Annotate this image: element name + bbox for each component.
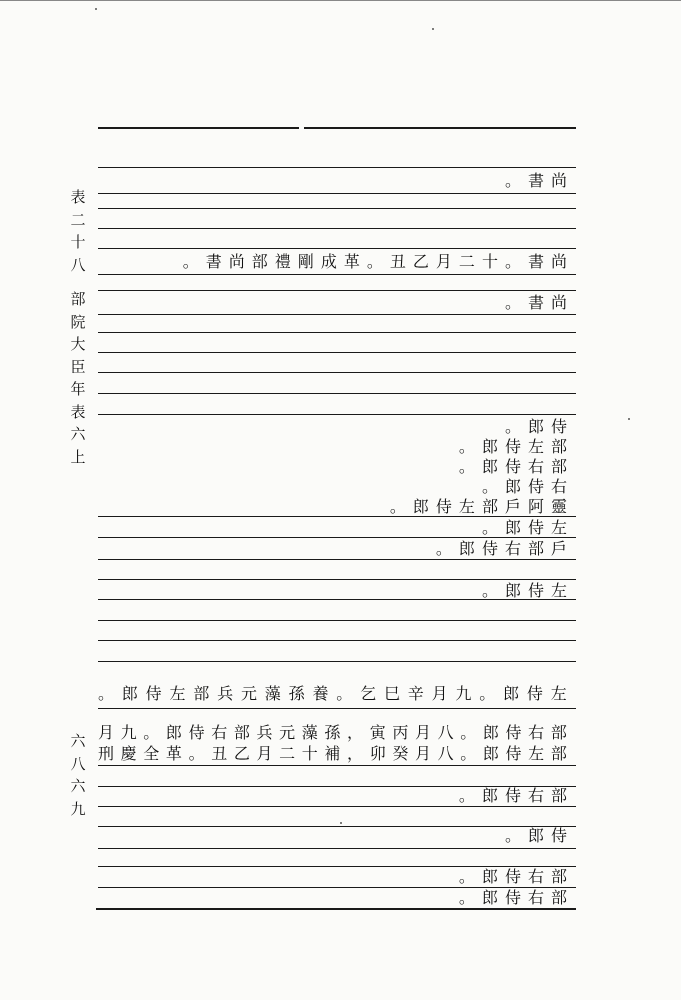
row-char: 尚 xyxy=(550,171,567,190)
row-char: 。 xyxy=(366,252,383,271)
row-char: 成 xyxy=(320,252,337,271)
rule-line xyxy=(98,393,576,394)
row-char: 尚 xyxy=(550,252,567,271)
row-char: 侍 xyxy=(504,437,521,456)
row-char: 郎 xyxy=(503,684,520,703)
row-char: 禮 xyxy=(274,252,291,271)
row-char: 郎 xyxy=(481,786,498,805)
row-char: 。 xyxy=(435,539,452,558)
table-row xyxy=(436,538,567,560)
rule-line xyxy=(98,127,299,129)
row-char: 。 xyxy=(182,252,199,271)
row-char: 。 xyxy=(481,581,498,600)
row-char: 養 xyxy=(312,684,329,703)
row-char: 部 xyxy=(550,457,567,476)
rule-line xyxy=(98,640,576,641)
row-char: 。 xyxy=(458,437,475,456)
row-char: 巳 xyxy=(383,684,400,703)
row-char: 侍 xyxy=(505,723,522,742)
row-char: 侍 xyxy=(435,497,452,516)
row-char: 。 xyxy=(504,417,521,436)
row-char: 月 xyxy=(431,684,448,703)
row-char: 左 xyxy=(458,497,475,516)
row-char: 部 xyxy=(550,744,567,763)
row-char: 慶 xyxy=(120,744,137,763)
row-char: 月 xyxy=(435,252,452,271)
row-char: 革 xyxy=(343,252,360,271)
table-row xyxy=(505,170,567,192)
rule-line xyxy=(98,290,576,291)
row-char: 郎 xyxy=(481,888,498,907)
table-row xyxy=(459,866,567,888)
table-row xyxy=(98,722,567,744)
row-char: 。 xyxy=(188,744,205,763)
row-char: 侍 xyxy=(527,518,544,537)
scan-speck xyxy=(340,822,342,824)
row-char: 郎 xyxy=(165,723,182,742)
row-char: 部 xyxy=(550,437,567,456)
table-row xyxy=(482,476,567,498)
row-char: 。 xyxy=(460,744,477,763)
row-char: 戶 xyxy=(550,539,567,558)
table-row xyxy=(505,825,567,847)
table-row xyxy=(390,496,567,518)
table-row xyxy=(505,292,567,314)
row-char: 郎 xyxy=(121,684,138,703)
table-row xyxy=(482,580,567,602)
row-char: 二 xyxy=(279,744,296,763)
row-char: 侍 xyxy=(145,684,162,703)
row-char: 左 xyxy=(550,684,567,703)
row-char: 部 xyxy=(527,539,544,558)
row-char: 。 xyxy=(504,171,521,190)
row-char: 左 xyxy=(550,581,567,600)
row-char: 孫 xyxy=(288,684,305,703)
row-char: 丙 xyxy=(392,723,409,742)
row-char: 郎 xyxy=(481,437,498,456)
row-char: 十 xyxy=(481,252,498,271)
rule-line xyxy=(98,620,576,621)
row-char: 乙 xyxy=(412,252,429,271)
row-char: 。 xyxy=(460,723,477,742)
row-char: 乞 xyxy=(360,684,377,703)
row-char: 部 xyxy=(233,723,250,742)
row-char: ， xyxy=(347,744,364,763)
row-char: 書 xyxy=(527,171,544,190)
rule-line xyxy=(98,661,576,662)
row-char: 郎 xyxy=(412,497,429,516)
rule-line xyxy=(98,414,576,415)
row-char: 。 xyxy=(458,867,475,886)
row-char: 右 xyxy=(528,723,545,742)
row-char: 郎 xyxy=(482,723,499,742)
row-char: 侍 xyxy=(527,477,544,496)
rule-line xyxy=(98,332,576,333)
row-char: 尚 xyxy=(550,293,567,312)
row-char: 左 xyxy=(550,518,567,537)
row-char: 右 xyxy=(527,786,544,805)
table-row xyxy=(459,887,567,909)
row-char: 二 xyxy=(458,252,475,271)
row-char: 全 xyxy=(143,744,160,763)
row-char: 右 xyxy=(527,888,544,907)
rule-line xyxy=(98,372,576,373)
row-char: 郎 xyxy=(504,477,521,496)
row-char: 郎 xyxy=(458,539,475,558)
table-row xyxy=(482,517,567,539)
row-char: 月 xyxy=(256,744,273,763)
row-char: 侍 xyxy=(504,867,521,886)
row-char: 月 xyxy=(98,723,115,742)
row-char: 丑 xyxy=(389,252,406,271)
row-char: 部 xyxy=(550,888,567,907)
row-char: 兵 xyxy=(217,684,234,703)
row-char: ， xyxy=(347,723,364,742)
row-char: 左 xyxy=(527,437,544,456)
row-char: 藻 xyxy=(301,723,318,742)
row-char: 郎 xyxy=(482,744,499,763)
row-char: 阿 xyxy=(527,497,544,516)
scan-speck xyxy=(432,28,434,30)
row-char: 。 xyxy=(481,518,498,537)
rule-line xyxy=(98,167,576,168)
row-char: 部 xyxy=(481,497,498,516)
row-char: 右 xyxy=(527,867,544,886)
row-char: 丑 xyxy=(211,744,228,763)
row-char: 右 xyxy=(550,477,567,496)
row-char: 元 xyxy=(279,723,296,742)
row-char: 革 xyxy=(165,744,182,763)
row-char: 左 xyxy=(528,744,545,763)
table-row xyxy=(98,683,567,705)
table-row xyxy=(183,251,567,273)
row-char: 書 xyxy=(205,252,222,271)
row-char: 八 xyxy=(437,744,454,763)
row-char: 元 xyxy=(240,684,257,703)
row-char: 月 xyxy=(414,723,431,742)
table-row xyxy=(459,436,567,458)
row-char: 九 xyxy=(455,684,472,703)
row-char: 。 xyxy=(504,293,521,312)
margin-table-label: 部院大臣年表六上 xyxy=(70,290,86,466)
row-char: 侍 xyxy=(504,457,521,476)
row-char: 。 xyxy=(98,684,115,703)
row-char: 侍 xyxy=(526,684,543,703)
row-char: 。 xyxy=(481,477,498,496)
rule-line xyxy=(98,274,576,275)
table-row xyxy=(505,416,567,438)
row-char: 右 xyxy=(504,539,521,558)
table-row xyxy=(98,743,567,765)
row-char: 。 xyxy=(458,888,475,907)
row-char: 。 xyxy=(504,252,521,271)
row-char: 補 xyxy=(324,744,341,763)
rule-line xyxy=(304,127,576,129)
row-char: 寅 xyxy=(369,723,386,742)
row-char: 侍 xyxy=(550,826,567,845)
row-char: 侍 xyxy=(504,888,521,907)
rule-line xyxy=(98,848,576,849)
row-char: 戶 xyxy=(504,497,521,516)
row-char: 郎 xyxy=(504,581,521,600)
row-char: 刑 xyxy=(98,744,115,763)
row-char: 郎 xyxy=(481,457,498,476)
row-char: 。 xyxy=(389,497,406,516)
row-char: 侍 xyxy=(550,417,567,436)
row-char: 郎 xyxy=(481,867,498,886)
row-char: 剛 xyxy=(297,252,314,271)
row-char: 郎 xyxy=(527,826,544,845)
row-char: 部 xyxy=(251,252,268,271)
row-char: 郎 xyxy=(527,417,544,436)
rule-line xyxy=(98,314,576,315)
rule-line xyxy=(98,248,576,249)
margin-page-number: 六八六九 xyxy=(70,732,86,818)
row-char: 孫 xyxy=(324,723,341,742)
row-char: 藻 xyxy=(264,684,281,703)
row-char: 部 xyxy=(550,723,567,742)
row-char: 侍 xyxy=(481,539,498,558)
row-char: 靈 xyxy=(550,497,567,516)
row-char: 。 xyxy=(458,457,475,476)
row-char: 卯 xyxy=(369,744,386,763)
row-char: 乙 xyxy=(233,744,250,763)
row-char: 左 xyxy=(169,684,186,703)
rule-line xyxy=(98,352,576,353)
row-char: 辛 xyxy=(407,684,424,703)
row-char: 月 xyxy=(414,744,431,763)
row-char: 部 xyxy=(193,684,210,703)
row-char: 侍 xyxy=(504,786,521,805)
row-char: 右 xyxy=(211,723,228,742)
rule-line xyxy=(98,708,576,709)
scan-speck xyxy=(628,418,630,420)
row-char: 右 xyxy=(527,457,544,476)
row-char: 侍 xyxy=(505,744,522,763)
row-char: 侍 xyxy=(188,723,205,742)
scan-speck xyxy=(95,8,97,10)
rule-line xyxy=(98,193,576,194)
row-char: 部 xyxy=(550,867,567,886)
row-char: 部 xyxy=(550,786,567,805)
row-char: 十 xyxy=(301,744,318,763)
row-char: 八 xyxy=(437,723,454,742)
row-char: 侍 xyxy=(527,581,544,600)
row-char: 。 xyxy=(143,723,160,742)
row-char: 癸 xyxy=(392,744,409,763)
row-char: 。 xyxy=(336,684,353,703)
rule-line xyxy=(98,765,576,766)
margin-section-label: 表二十八 xyxy=(70,188,86,274)
row-char: 尚 xyxy=(228,252,245,271)
row-char: 兵 xyxy=(256,723,273,742)
rule-line xyxy=(98,208,576,209)
row-char: 九 xyxy=(120,723,137,742)
top-edge xyxy=(0,0,681,1)
row-char: 書 xyxy=(527,293,544,312)
table-row xyxy=(459,785,567,807)
row-char: 書 xyxy=(527,252,544,271)
table-row xyxy=(459,456,567,478)
row-char: 。 xyxy=(504,826,521,845)
row-char: 。 xyxy=(458,786,475,805)
row-char: 。 xyxy=(479,684,496,703)
rule-line xyxy=(98,228,576,229)
row-char: 郎 xyxy=(504,518,521,537)
